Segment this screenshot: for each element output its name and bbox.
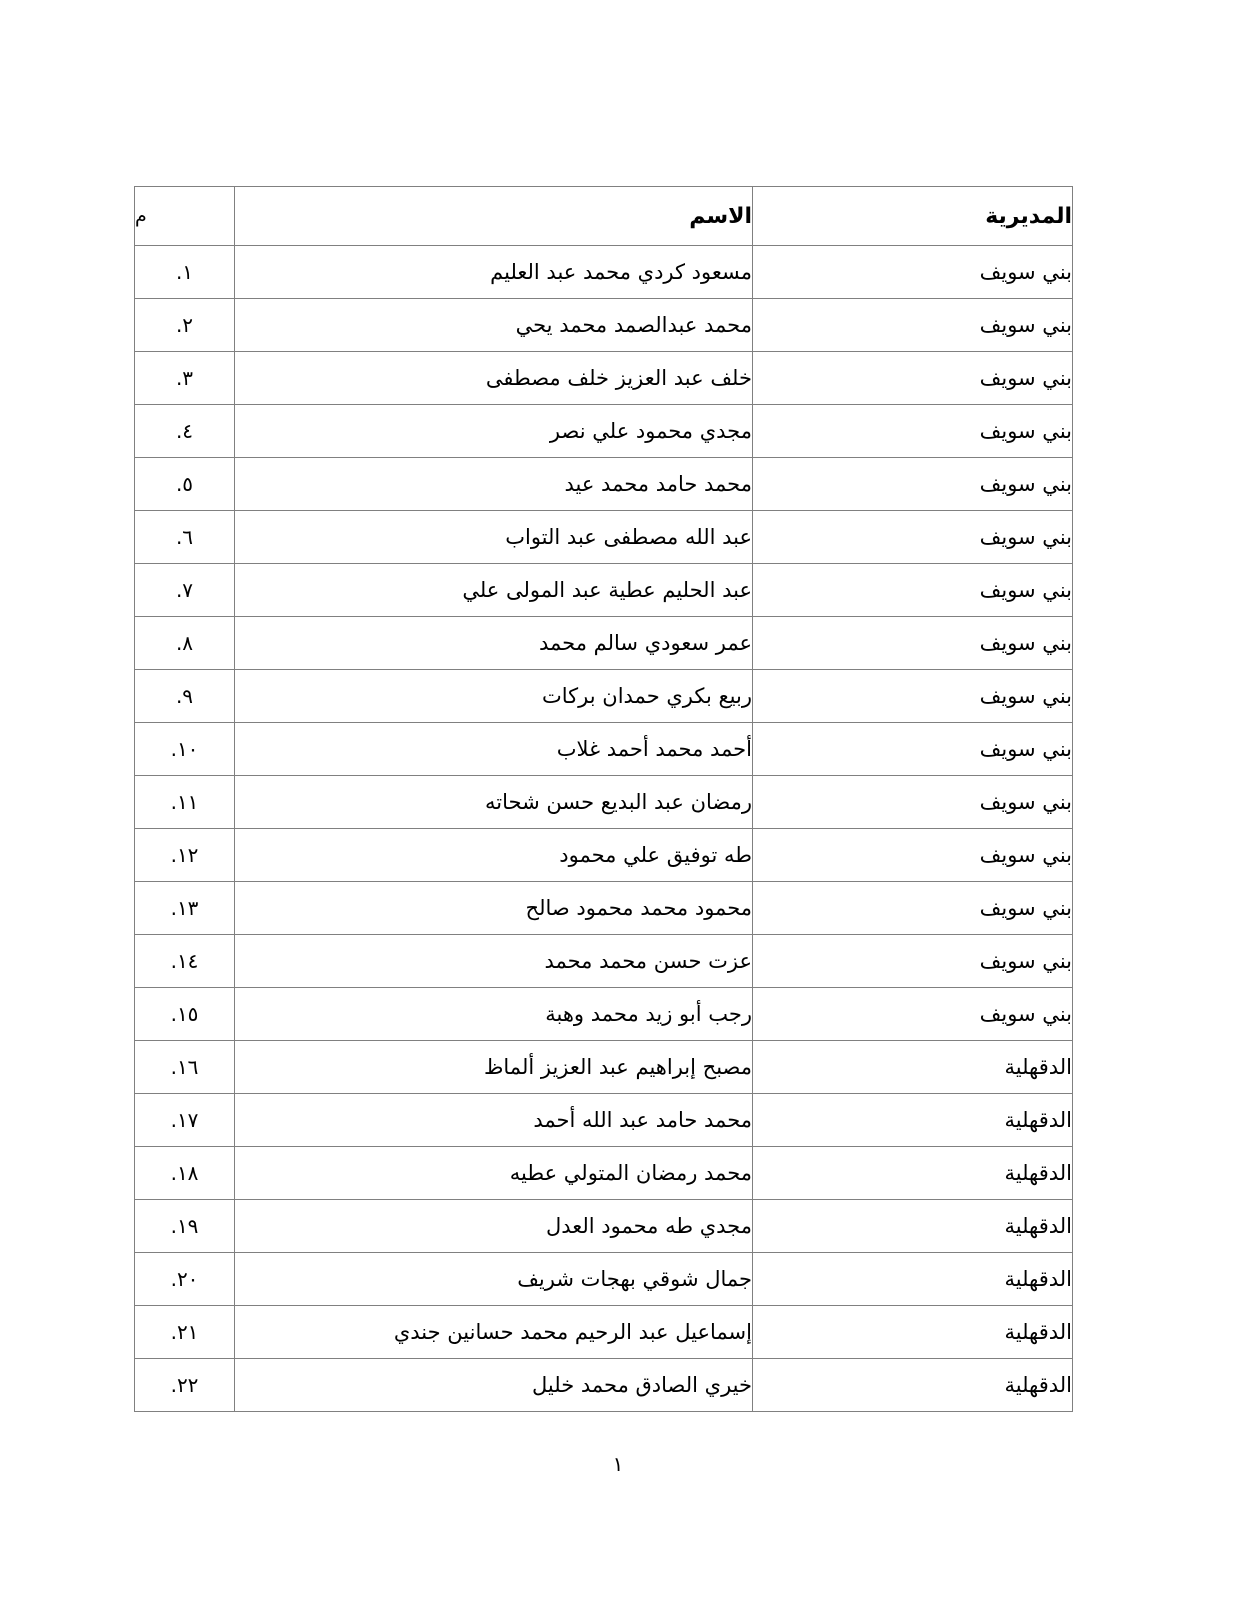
cell-number: ٢. (135, 299, 235, 352)
table-row (135, 246, 1073, 299)
table-row (135, 352, 1073, 405)
name-list-table-container (135, 186, 1073, 1412)
cell-name: عمر سعودي سالم محمد (235, 617, 753, 670)
table-row (135, 1253, 1073, 1306)
cell-name: طه توفيق علي محمود (235, 829, 753, 882)
cell-number: ٧. (135, 564, 235, 617)
table-row (135, 935, 1073, 988)
cell-number: ٢٢. (135, 1359, 235, 1412)
cell-name: مجدي طه محمود العدل (235, 1200, 753, 1253)
table-row (135, 670, 1073, 723)
cell-directorate: بني سويف (753, 935, 1073, 988)
cell-name: إسماعيل عبد الرحيم محمد حسانين جندي (235, 1306, 753, 1359)
column-header-directorate: المديرية (753, 187, 1073, 246)
cell-directorate: بني سويف (753, 617, 1073, 670)
cell-name: محمد عبدالصمد محمد يحي (235, 299, 753, 352)
cell-number: ١٥. (135, 988, 235, 1041)
cell-number: ١٣. (135, 882, 235, 935)
cell-number: ٢١. (135, 1306, 235, 1359)
table-row (135, 829, 1073, 882)
table-row (135, 564, 1073, 617)
cell-name: مجدي محمود علي نصر (235, 405, 753, 458)
cell-number: ٤. (135, 405, 235, 458)
table-row (135, 1094, 1073, 1147)
table-row (135, 988, 1073, 1041)
cell-name: جمال شوقي بهجات شريف (235, 1253, 753, 1306)
page-number: ١ (612, 1452, 624, 1476)
cell-directorate: الدقهلية (753, 1094, 1073, 1147)
cell-number: ١٢. (135, 829, 235, 882)
table-row (135, 511, 1073, 564)
cell-name: عبد الحليم عطية عبد المولى علي (235, 564, 753, 617)
cell-number: ٢٠. (135, 1253, 235, 1306)
table-row (135, 1306, 1073, 1359)
cell-directorate: الدقهلية (753, 1147, 1073, 1200)
cell-name: خيري الصادق محمد خليل (235, 1359, 753, 1412)
cell-name: مسعود كردي محمد عبد العليم (235, 246, 753, 299)
cell-name: عبد الله مصطفى عبد التواب (235, 511, 753, 564)
cell-directorate: بني سويف (753, 246, 1073, 299)
cell-number: ٣. (135, 352, 235, 405)
cell-directorate: بني سويف (753, 405, 1073, 458)
cell-number: ١. (135, 246, 235, 299)
cell-number: ١١. (135, 776, 235, 829)
table-header (135, 187, 1073, 246)
cell-directorate: بني سويف (753, 776, 1073, 829)
cell-number: ١٦. (135, 1041, 235, 1094)
cell-name: أحمد محمد أحمد غلاب (235, 723, 753, 776)
cell-number: ١٠. (135, 723, 235, 776)
cell-directorate: الدقهلية (753, 1306, 1073, 1359)
cell-directorate: الدقهلية (753, 1253, 1073, 1306)
table-row (135, 1200, 1073, 1253)
cell-name: محمد رمضان المتولي عطيه (235, 1147, 753, 1200)
cell-name: محمود محمد محمود صالح (235, 882, 753, 935)
cell-directorate: بني سويف (753, 670, 1073, 723)
cell-directorate: بني سويف (753, 511, 1073, 564)
cell-name: رجب أبو زيد محمد وهبة (235, 988, 753, 1041)
cell-directorate: بني سويف (753, 882, 1073, 935)
cell-name: محمد حامد عبد الله أحمد (235, 1094, 753, 1147)
cell-name: عزت حسن محمد محمد (235, 935, 753, 988)
cell-number: ٥. (135, 458, 235, 511)
table-row (135, 405, 1073, 458)
cell-directorate: بني سويف (753, 564, 1073, 617)
cell-name: مصبح إبراهيم عبد العزيز ألماظ (235, 1041, 753, 1094)
cell-directorate: الدقهلية (753, 1041, 1073, 1094)
table-row (135, 723, 1073, 776)
name-list-table (134, 186, 1073, 1412)
cell-number: ٦. (135, 511, 235, 564)
table-row (135, 299, 1073, 352)
cell-name: رمضان عبد البديع حسن شحاته (235, 776, 753, 829)
table-row (135, 458, 1073, 511)
cell-number: ٩. (135, 670, 235, 723)
table-row (135, 776, 1073, 829)
cell-directorate: الدقهلية (753, 1200, 1073, 1253)
table-row (135, 617, 1073, 670)
cell-number: ٨. (135, 617, 235, 670)
table-row (135, 1041, 1073, 1094)
column-header-number: م (135, 187, 235, 246)
cell-directorate: بني سويف (753, 458, 1073, 511)
cell-directorate: الدقهلية (753, 1359, 1073, 1412)
cell-number: ١٤. (135, 935, 235, 988)
table-row (135, 1359, 1073, 1412)
cell-number: ١٨. (135, 1147, 235, 1200)
cell-number: ١٩. (135, 1200, 235, 1253)
cell-name: خلف عبد العزيز خلف مصطفى (235, 352, 753, 405)
cell-directorate: بني سويف (753, 299, 1073, 352)
cell-directorate: بني سويف (753, 829, 1073, 882)
table-row (135, 1147, 1073, 1200)
cell-number: ١٧. (135, 1094, 235, 1147)
table-row (135, 882, 1073, 935)
cell-name: ربيع بكري حمدان بركات (235, 670, 753, 723)
table-body (135, 246, 1073, 1412)
cell-directorate: بني سويف (753, 352, 1073, 405)
table-header-row (135, 187, 1073, 246)
cell-name: محمد حامد محمد عيد (235, 458, 753, 511)
cell-directorate: بني سويف (753, 988, 1073, 1041)
cell-directorate: بني سويف (753, 723, 1073, 776)
column-header-name: الاسم (235, 187, 753, 246)
